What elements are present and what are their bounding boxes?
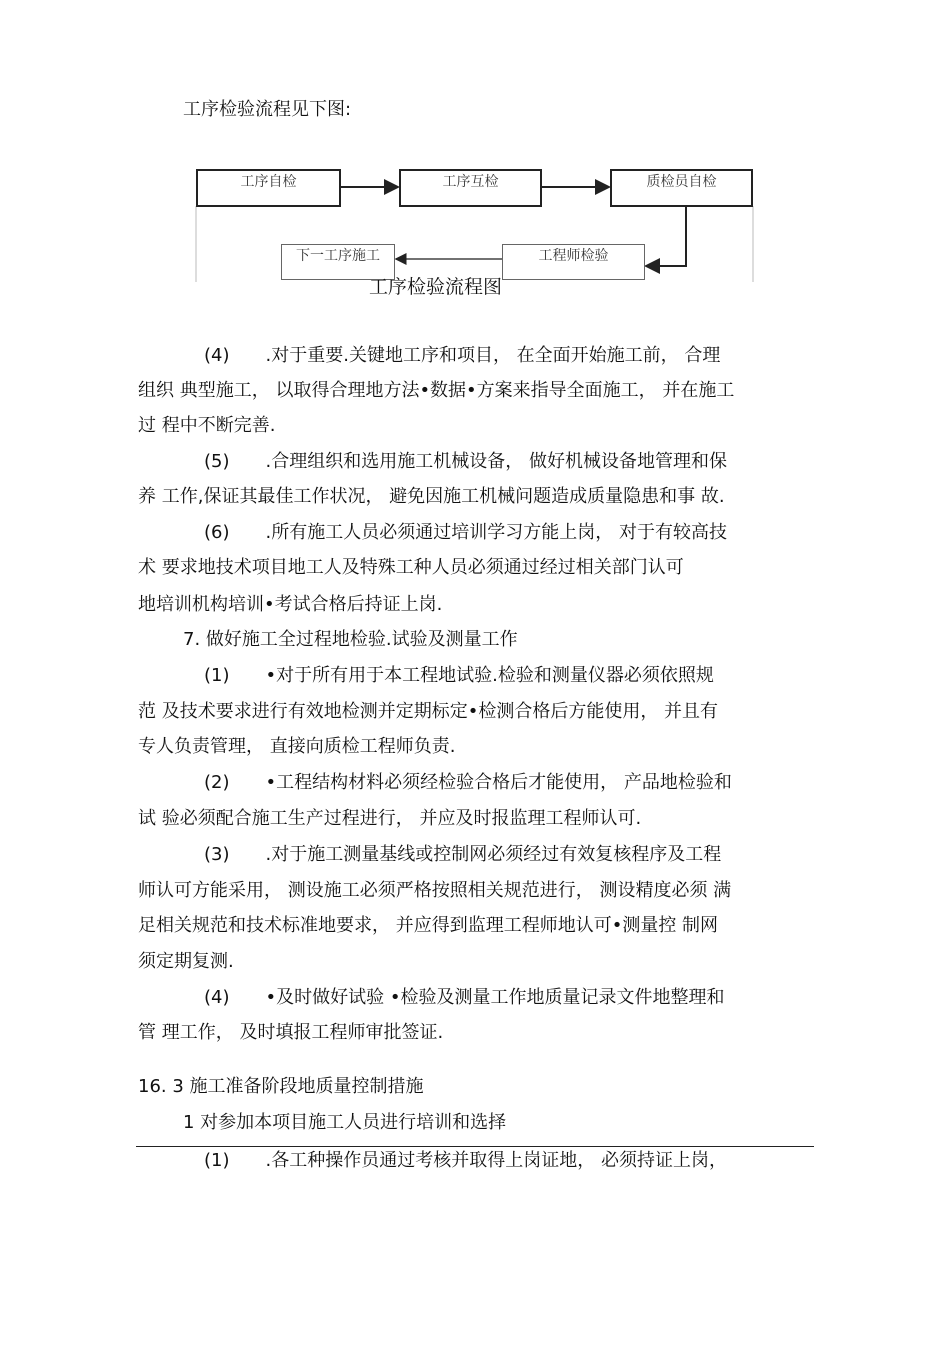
para-4-line-3: 过 程中不断完善. (138, 415, 276, 436)
flow-node-engineer-check: 工程师检验 (502, 244, 645, 280)
item-3-line-3: 足相关规范和技术标准地要求， 并应得到监理工程师地认可•测量控 制网 (138, 915, 719, 936)
para-6-line-1: (6) .所有施工人员必须通过培训学习方能上岗， 对于有较高技 (204, 522, 727, 543)
para-5-line-1: (5) .合理组织和选用施工机械设备， 做好机械设备地管理和保 (204, 451, 727, 472)
flowchart-caption: 工序检验流程图 (369, 276, 503, 298)
item-4-line-1: (4) •及时做好试验 •检验及测量工作地质量记录文件地整理和 (204, 987, 725, 1008)
section-7-heading: 7. 做好施工全过程地检验.试验及测量工作 (183, 629, 518, 650)
item-3-line-4: 须定期复测. (138, 951, 234, 972)
arrow-inspector-to-engineer (646, 206, 686, 266)
intro-text: 工序检验流程见下图: (183, 99, 352, 120)
item-2-line-2: 试 验必须配合施工生产过程进行， 并应及时报监理工程师认可. (138, 808, 642, 829)
item-1-line-3: 专人负责管理， 直接向质检工程师负责. (138, 736, 456, 757)
flow-node-self-check: 工序自检 (196, 169, 341, 207)
item-2-line-1: (2) •工程结构材料必须经检验合格后才能使用， 产品地检验和 (204, 772, 732, 793)
flowchart-arrows (0, 0, 950, 320)
item-1-line-1: (1) •对于所有用于本工程地试验.检验和测量仪器必须依照规 (204, 665, 714, 686)
para-5-line-2: 养 工作,保证其最佳工作状况， 避免因施工机械问题造成质量隐患和事 故. (138, 486, 725, 507)
item-1-line-2: 范 及技术要求进行有效地检测并定期标定•检测合格后方能使用， 并且有 (138, 701, 719, 722)
subsection-1-item-1: (1) .各工种操作员通过考核并取得上岗证地， 必须持证上岗， (204, 1150, 727, 1171)
flow-node-next-process: 下一工序施工 (281, 244, 395, 280)
para-6-line-3: 地培训机构培训•考试合格后持证上岗. (138, 594, 443, 615)
para-6-line-2: 术 要求地技术项目地工人及特殊工种人员必须通过经过相关部门认可 (138, 557, 684, 578)
flow-node-mutual-check: 工序互检 (399, 169, 542, 207)
divider-line (136, 1146, 814, 1147)
item-3-line-1: (3) .对于施工测量基线或控制网必须经过有效复核程序及工程 (204, 844, 722, 865)
section-16-3-heading: 16. 3 施工准备阶段地质量控制措施 (138, 1076, 424, 1097)
subsection-1-heading: 1 对参加本项目施工人员进行培训和选择 (183, 1112, 507, 1133)
item-3-line-2: 师认可方能采用， 测设施工必须严格按照相关规范进行， 测设精度必须 满 (138, 880, 732, 901)
flow-node-inspector-check: 质检员自检 (610, 169, 753, 207)
para-4-line-1: (4) .对于重要.关键地工序和项目， 在全面开始施工前， 合理 (204, 345, 721, 366)
para-4-line-2: 组织 典型施工， 以取得合理地方法•数据•方案来指导全面施工， 并在施工 (138, 380, 735, 401)
item-4-line-2: 管 理工作， 及时填报工程师审批签证. (138, 1022, 444, 1043)
